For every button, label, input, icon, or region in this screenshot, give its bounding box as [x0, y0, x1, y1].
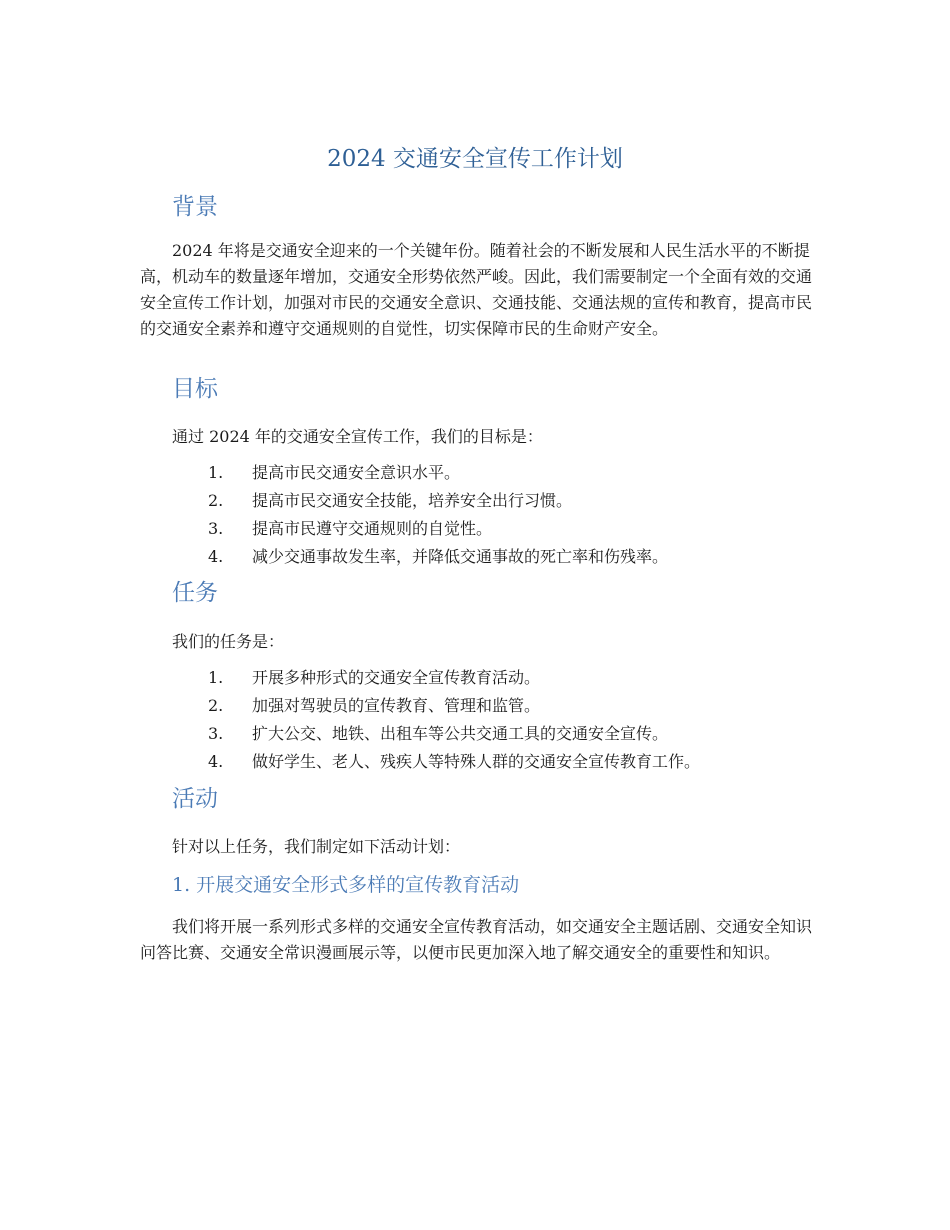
document-title: 2024 交通安全宣传工作计划	[327, 146, 623, 172]
subheading-activity-1: 1. 开展交通安全形式多样的宣传教育活动	[172, 874, 520, 896]
list-item	[0, 544, 950, 572]
list-item-number: 4.	[208, 547, 224, 566]
list-item-number: 1.	[208, 463, 224, 482]
tasks-intro: 我们的任务是：	[172, 632, 285, 651]
list-item-text: 做好学生、老人、残疾人等特殊人群的交通安全宣传教育工作。	[252, 752, 701, 771]
list-item-text: 开展多种形式的交通安全宣传教育活动。	[252, 668, 541, 687]
heading-background: 背景	[172, 194, 218, 220]
heading-activities: 活动	[172, 786, 218, 812]
list-item-number: 3.	[208, 519, 224, 538]
list-item-text: 提高市民遵守交通规则的自觉性。	[252, 519, 493, 538]
list-item-number: 4.	[208, 752, 224, 771]
list-item-number: 2.	[208, 696, 224, 715]
list-item-number: 2.	[208, 491, 224, 510]
activities-intro: 针对以上任务，我们制定如下活动计划：	[172, 837, 461, 856]
list-item	[0, 460, 950, 488]
heading-tasks: 任务	[172, 580, 218, 606]
list-item	[0, 516, 950, 544]
list-item	[0, 665, 950, 693]
goals-list	[0, 460, 950, 572]
goals-intro: 通过 2024 年的交通安全宣传工作，我们的目标是：	[172, 427, 543, 446]
list-item	[0, 721, 950, 749]
list-item	[0, 488, 950, 516]
list-item-text: 提高市民交通安全意识水平。	[252, 463, 461, 482]
list-item	[0, 693, 950, 721]
list-item-number: 3.	[208, 724, 224, 743]
heading-goals: 目标	[172, 376, 218, 402]
list-item-text: 提高市民交通安全技能，培养安全出行习惯。	[252, 491, 573, 510]
tasks-list	[0, 665, 950, 777]
list-item-text: 加强对驾驶员的宣传教育、管理和监管。	[252, 696, 541, 715]
list-item-number: 1.	[208, 668, 224, 687]
paragraph-activity-1: 我们将开展一系列形式多样的交通安全宣传教育活动，如交通安全主题话剧、交通安全知识问答比赛、交通安全常识漫画展示等，以便市民更加深入地了解交通安全的重要性和知识。	[140, 917, 813, 962]
paragraph-background: 2024 年将是交通安全迎来的一个关键年份。随着社会的不断发展和人民生活水平的不断提高，机动车的数量逐年增加，交通安全形势依然严峻。因此，我们需要制定一个全面有效的交通安全宣传工作计划，加强对市民的交通安全意识、交通技能、交通法规的宣传和教育，提高市民的交通安全素养和遵守交通规则的自觉性，切实保障市民的生命财产安全。	[140, 241, 813, 338]
list-item-text: 扩大公交、地铁、出租车等公共交通工具的交通安全宣传。	[252, 724, 669, 743]
list-item	[0, 749, 950, 777]
list-item-text: 减少交通事故发生率，并降低交通事故的死亡率和伤残率。	[252, 547, 669, 566]
